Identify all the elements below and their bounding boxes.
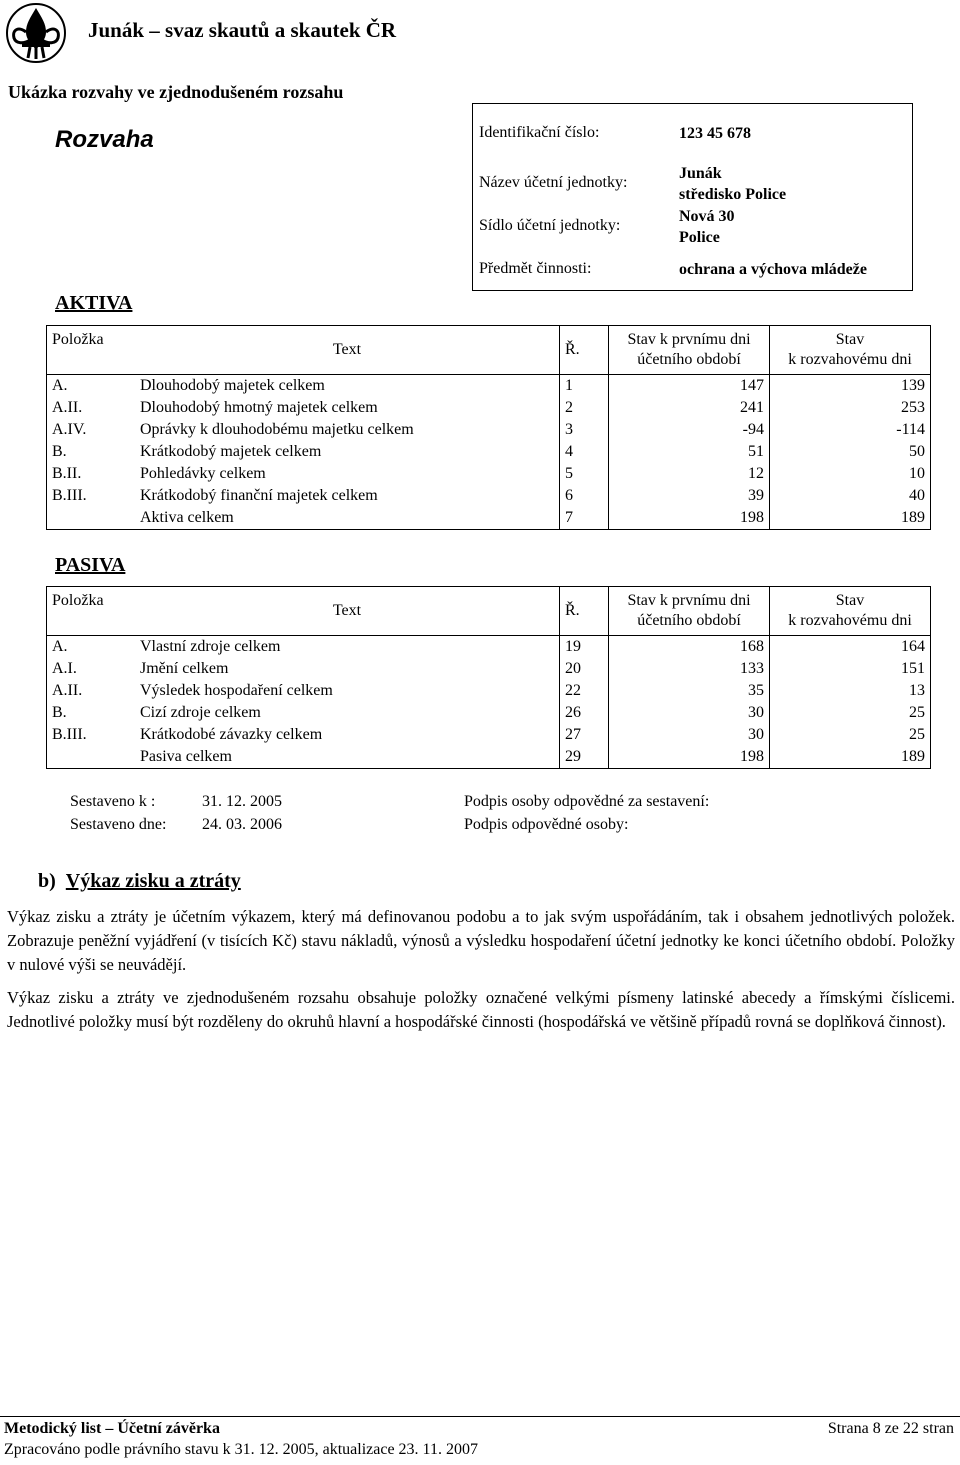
- item-cell: A.I.: [52, 660, 77, 677]
- item-cell: [47, 507, 136, 530]
- row-number-cell: 19: [560, 636, 609, 659]
- first-day-value-cell: 198: [609, 746, 770, 769]
- first-day-value-cell: 168: [609, 636, 770, 659]
- text-cell: Pasiva celkem: [140, 748, 232, 765]
- header-first-day: [609, 587, 770, 636]
- text-cell: Dlouhodobý hmotný majetek celkem: [140, 399, 378, 416]
- header-balance-day-line2: k rozvahovému dni: [788, 351, 912, 368]
- aktiva-heading: AKTIVA: [55, 292, 133, 314]
- balance-day-value-cell: 25: [770, 702, 931, 724]
- header-first-day: [609, 326, 770, 375]
- row-number-cell: 6: [560, 485, 609, 507]
- balance-day-value-cell: -114: [770, 419, 931, 441]
- entity-name-value-2: středisko Police: [679, 186, 787, 203]
- compiled-on-label: Sestaveno dne:: [70, 816, 167, 833]
- first-day-value-cell: 241: [609, 397, 770, 419]
- compiler-signature-label: Podpis osoby odpovědné za sestavení:: [464, 793, 710, 810]
- header-first-day-line2: účetního období: [637, 612, 741, 629]
- balance-day-value-cell: 151: [770, 658, 931, 680]
- balance-day-value-cell: 189: [770, 746, 931, 769]
- header-row-number: Ř.: [560, 326, 609, 375]
- row-number-cell: 3: [560, 419, 609, 441]
- pasiva-row: [47, 724, 931, 746]
- row-number-cell: 29: [560, 746, 609, 769]
- header-balance-day-line2: k rozvahovému dni: [788, 612, 912, 629]
- section-b-marker: b): [38, 870, 56, 892]
- item-cell: A.II.: [52, 682, 83, 699]
- aktiva-row: [47, 397, 931, 419]
- compiled-to-label: Sestaveno k :: [70, 793, 156, 810]
- row-number-cell: 1: [560, 375, 609, 398]
- first-day-value-cell: 30: [609, 724, 770, 746]
- header-text: Text: [135, 587, 560, 636]
- aktiva-row: [47, 441, 931, 463]
- footer-divider: [0, 1416, 960, 1417]
- text-cell: Krátkodobé závazky celkem: [140, 726, 323, 743]
- organization-title: Junák – svaz skautů a skautek ČR: [88, 18, 397, 42]
- aktiva-header-row: [47, 326, 931, 375]
- balance-day-value-cell: 189: [770, 507, 931, 530]
- document-subtitle: Ukázka rozvahy ve zjednodušeném rozsahu: [8, 82, 344, 102]
- text-cell: Vlastní zdroje celkem: [140, 638, 281, 655]
- aktiva-row: [47, 485, 931, 507]
- first-day-value-cell: 147: [609, 375, 770, 398]
- id-number-label: Identifikační číslo:: [479, 124, 600, 141]
- header-balance-day: [770, 326, 931, 375]
- first-day-value-cell: 198: [609, 507, 770, 530]
- item-cell: B.II.: [52, 465, 82, 482]
- aktiva-table: [46, 325, 931, 530]
- pasiva-row: [47, 702, 931, 724]
- activity-value: ochrana a výchova mládeže: [679, 261, 867, 278]
- item-cell: B.: [52, 704, 67, 721]
- aktiva-row: [47, 507, 931, 530]
- footer-page-number: Strana 8 ze 22 stran: [827, 1420, 954, 1437]
- first-day-value-cell: 39: [609, 485, 770, 507]
- text-cell: Dlouhodobý majetek celkem: [140, 377, 325, 394]
- compiled-to-value: 31. 12. 2005: [202, 793, 282, 810]
- first-day-value-cell: 12: [609, 463, 770, 485]
- text-cell: Výsledek hospodaření celkem: [140, 682, 333, 699]
- pasiva-row: [47, 658, 931, 680]
- text-cell: Pohledávky celkem: [140, 465, 266, 482]
- document-title: Rozvaha: [55, 126, 154, 153]
- balance-day-value-cell: 13: [770, 680, 931, 702]
- activity-label: Předmět činnosti:: [479, 260, 592, 277]
- aktiva-row: [47, 463, 931, 485]
- row-number-cell: 2: [560, 397, 609, 419]
- balance-day-value-cell: 253: [770, 397, 931, 419]
- first-day-value-cell: 35: [609, 680, 770, 702]
- header-text: Text: [135, 326, 560, 375]
- section-b-paragraph-2: Výkaz zisku a ztráty ve zjednodušeném rozsahu obsahuje položky označené velkými písmeny latinské abecedy a římskými číslicemi. Jednotlivé položky musí být rozděleny do okruhů hlavní a hospodářské činnosti (hospodářská ve většině případů rovná se doplňková činnost).: [7, 988, 955, 1031]
- header-balance-day-line1: Stav: [835, 331, 865, 348]
- pasiva-heading: PASIVA: [55, 554, 126, 576]
- header-first-day-line2: účetního období: [637, 351, 741, 368]
- row-number-cell: 22: [560, 680, 609, 702]
- header-item: Položka: [47, 587, 136, 636]
- item-cell: B.III.: [52, 726, 87, 743]
- pasiva-table: [46, 586, 931, 769]
- item-cell: [47, 746, 136, 769]
- header-row-number: Ř.: [560, 587, 609, 636]
- header-balance-day-line1: Stav: [835, 592, 865, 609]
- first-day-value-cell: -94: [609, 419, 770, 441]
- header-item: Položka: [47, 326, 136, 375]
- balance-day-value-cell: 10: [770, 463, 931, 485]
- text-cell: Aktiva celkem: [140, 509, 234, 526]
- id-number-value: 123 45 678: [679, 125, 751, 142]
- responsible-signature-label: Podpis odpovědné osoby:: [464, 816, 629, 833]
- row-number-cell: 27: [560, 724, 609, 746]
- item-cell: A.IV.: [52, 421, 87, 438]
- pasiva-row: [47, 636, 931, 659]
- footer-legal-state: Zpracováno podle právního stavu k 31. 12. 2005, aktualizace 23. 11. 2007: [4, 1441, 478, 1458]
- section-b-paragraph-1: Výkaz zisku a ztráty je účetním výkazem, který má definovanou podobu a to jak svým uspořádáním, tak i obsahem jednotlivých položek. Zobrazuje peněžní vyjádření (v tisících Kč) stavu nákladů, výnosů a výsledku hospodaření účetní jednotky ke konci účetního období. Položky v nulové výši se neuvádějí.: [7, 907, 955, 974]
- row-number-cell: 4: [560, 441, 609, 463]
- item-cell: B.III.: [52, 487, 87, 504]
- row-number-cell: 5: [560, 463, 609, 485]
- aktiva-row: [47, 419, 931, 441]
- item-cell: A.: [52, 638, 68, 655]
- aktiva-row: [47, 375, 931, 398]
- pasiva-row: [47, 746, 931, 769]
- text-cell: Oprávky k dlouhodobému majetku celkem: [140, 421, 414, 438]
- balance-day-value-cell: 25: [770, 724, 931, 746]
- header-first-day-line1: Stav k prvnímu dni: [627, 331, 751, 348]
- text-cell: Krátkodobý majetek celkem: [140, 443, 322, 460]
- balance-day-value-cell: 139: [770, 375, 931, 398]
- entity-seat-label: Sídlo účetní jednotky:: [479, 217, 621, 234]
- text-cell: Cizí zdroje celkem: [140, 704, 261, 721]
- text-cell: Jmění celkem: [140, 660, 229, 677]
- header-first-day-line1: Stav k prvnímu dni: [627, 592, 751, 609]
- item-cell: B.: [52, 443, 67, 460]
- entity-seat-value-1: Nová 30: [679, 208, 735, 225]
- entity-name-value-1: Junák: [679, 165, 722, 182]
- row-number-cell: 7: [560, 507, 609, 530]
- entity-name-label: Název účetní jednotky:: [479, 174, 628, 191]
- balance-day-value-cell: 164: [770, 636, 931, 659]
- section-b-heading: [38, 870, 241, 893]
- row-number-cell: 20: [560, 658, 609, 680]
- balance-day-value-cell: 50: [770, 441, 931, 463]
- item-cell: A.II.: [52, 399, 83, 416]
- scout-lily-logo: [4, 2, 68, 64]
- row-number-cell: 26: [560, 702, 609, 724]
- text-cell: Krátkodobý finanční majetek celkem: [140, 487, 378, 504]
- item-cell: A.: [52, 377, 68, 394]
- compiled-on-value: 24. 03. 2006: [202, 816, 282, 833]
- first-day-value-cell: 133: [609, 658, 770, 680]
- entity-seat-value-2: Police: [679, 229, 720, 246]
- pasiva-header-row: [47, 587, 931, 636]
- header-balance-day: [770, 587, 931, 636]
- balance-day-value-cell: 40: [770, 485, 931, 507]
- pasiva-row: [47, 680, 931, 702]
- footer-document-name: Metodický list – Účetní závěrka: [4, 1420, 220, 1437]
- first-day-value-cell: 30: [609, 702, 770, 724]
- section-b-title: Výkaz zisku a ztráty: [65, 870, 241, 892]
- first-day-value-cell: 51: [609, 441, 770, 463]
